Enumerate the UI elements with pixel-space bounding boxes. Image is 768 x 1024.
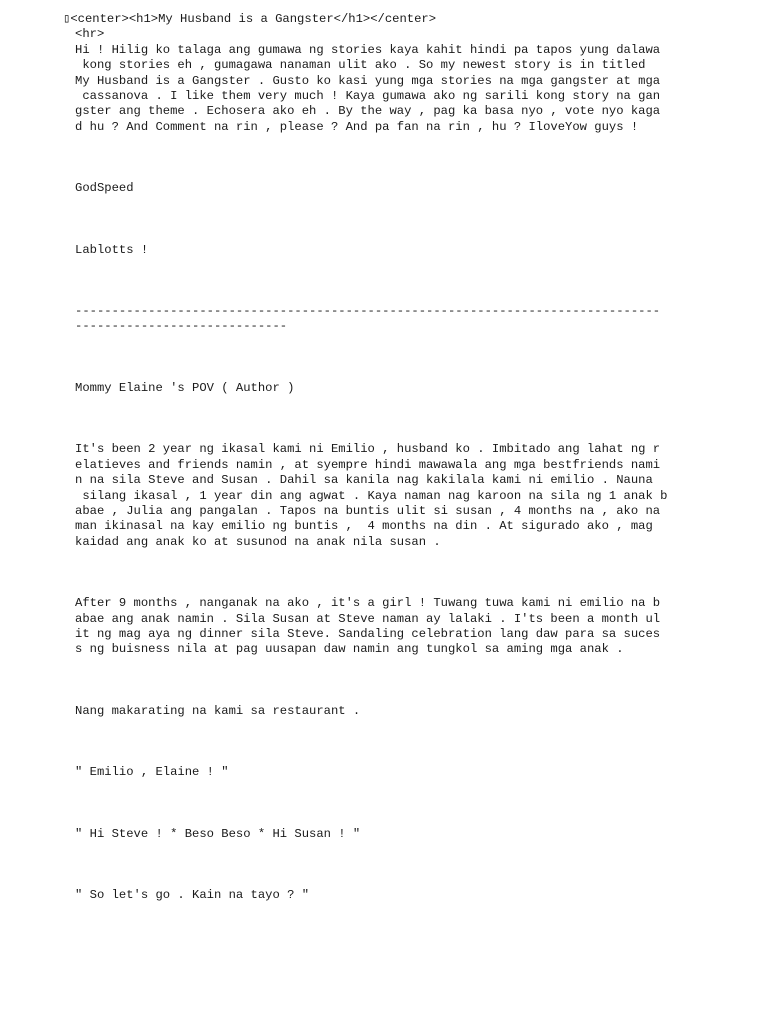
paragraph-line: elatieves and friends namin , at syempre hindi mawawala ang mga bestfriends nami — [75, 457, 661, 472]
signoff-godspeed: GodSpeed — [75, 181, 134, 196]
paragraph-line: silang ikasal , 1 year din ang agwat . Kaya naman nag karoon na sila ng 1 anak b — [75, 488, 668, 503]
paragraph-line: it ng mag aya ng dinner sila Steve. Sandaling celebration lang daw para sa suces — [75, 626, 661, 641]
title-markup-line: ▯<center><h1>My Husband is a Gangster</h1></center> — [63, 12, 437, 26]
intro-line: d hu ? And Comment na rin , please ? And pa fan na rin , hu ? IloveYow guys ! — [75, 119, 639, 134]
paragraph-line: It's been 2 year ng ikasal kami ni Emilio , husband ko . Imbitado ang lahat ng r — [75, 442, 661, 457]
document-page — [63, 12, 675, 903]
paragraph-line: kaidad ang anak ko at susunod na anak nila susan . — [75, 534, 441, 549]
dialogue-line: " Hi Steve ! * Beso Beso * Hi Susan ! " — [75, 826, 361, 841]
intro-paragraph — [75, 43, 675, 135]
separator-line: -------------------------------------------------------------------------------- — [75, 304, 661, 319]
intro-line: My Husband is a Gangster . Gusto ko kasi yung mga stories na mga gangster at mga — [75, 73, 661, 88]
story-paragraph-2 — [75, 596, 675, 658]
paragraph-line: After 9 months , nanganak na ako , it's a girl ! Tuwang tuwa kami ni emilio na b — [75, 596, 661, 611]
restaurant-line: Nang makarating na kami sa restaurant . — [75, 703, 361, 718]
paragraph-line: man ikinasal na kay emilio ng buntis , 4 months na din . At sigurado ako , mag — [75, 519, 653, 534]
separator — [75, 304, 675, 335]
intro-line: gster ang theme . Echosera ako eh . By the way , pag ka basa nyo , vote nyo kaga — [75, 104, 661, 119]
signoff-lablotts: Lablotts ! — [75, 242, 149, 257]
pov-heading: Mommy Elaine 's POV ( Author ) — [75, 380, 295, 395]
story-paragraph-1 — [75, 442, 675, 550]
paragraph-line: abae , Julia ang pangalan . Tapos na buntis ulit si susan , 4 months na , ako na — [75, 503, 661, 518]
intro-line: Hi ! Hilig ko talaga ang gumawa ng stories kaya kahit hindi pa tapos yung dalawa — [75, 42, 661, 57]
paragraph-line: s ng buisness nila at pag uusapan daw namin ang tungkol sa aming mga anak . — [75, 642, 624, 657]
intro-line: kong stories eh , gumagawa nanaman ulit ako . So my newest story is in titled — [75, 58, 646, 73]
paragraph-line: n na sila Steve and Susan . Dahil sa kanila nag kakilala kami ni emilio . Nauna — [75, 473, 653, 488]
hr-markup-line: <hr> — [75, 27, 105, 42]
dialogue-line: " Emilio , Elaine ! " — [75, 765, 229, 780]
dialogue-line: " So let's go . Kain na tayo ? " — [75, 887, 310, 902]
separator-line: ----------------------------- — [75, 319, 288, 334]
paragraph-line: abae ang anak namin . Sila Susan at Steve naman ay lalaki . I'ts been a month ul — [75, 611, 661, 626]
intro-line: cassanova . I like them very much ! Kaya gumawa ako ng sarili kong story na gan — [75, 89, 661, 104]
